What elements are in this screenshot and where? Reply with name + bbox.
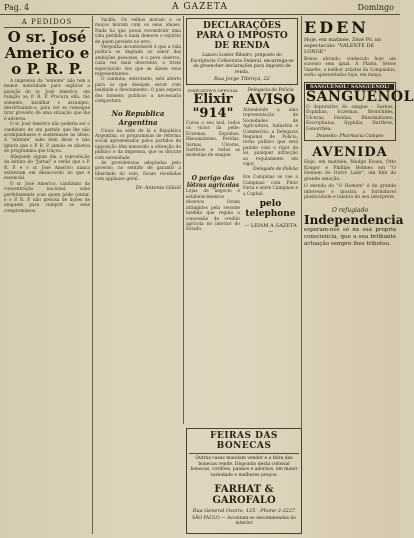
column-3 xyxy=(186,18,298,235)
aviso-heading: AVISO xyxy=(245,92,296,108)
a-pedidos-kicker: A PEDIDOS xyxy=(21,18,73,26)
jose-americo-headline: O sr. José Americo e o P. R. P. xyxy=(4,28,90,78)
feiras-bonecas-ad: FEIRAS DAS BONECAS Outras casas mandam vender e a feira das bonecas vende. Dispondo desta colossal bonecas, cordões, pannos e adornos, em maior variedade e melhores preços. FARHAT & GAROFALO Rua General Osorio, 125 - Phone 3-3227 SÃO PAULO — Acceitam-se encommendas do interior xyxy=(186,428,302,534)
article-body: A imprensa da "entente" não tem a menor autoridade para explicar a posição do sr. José Americo, em relação ao P. R. P. Procura ella, tão sómente, baralhar o assumpto, desvirtuando-o, para ver se consegue tirar proveito de uma situação que lhe é adversa. O sr. José Americo não poderia ser o candidato de um partido que lhe não acompanhasse e sustentasse as idéas. A "entente" sabe bem disso e não ignora que o P. R. P. jamais se afastou do programma que traçou. Alleguem algum dia a reprodução da leitura do "Jornal" e verão que o P. R. P. e o sr. José Americo nunca estiveram em desaccordo no que é essencial. O sr. José Americo, candidato da concentração nacional, sabe perfeitamente com quem póde contar, e o P. R. P. não precisa de lições de ninguem para cumprir os seus compromissos. xyxy=(4,79,90,214)
column-1 xyxy=(4,18,90,214)
elixir-ad: DISPOSITIVO OFFICIAL Elixir "914" Curas o seu mal, todos os vícios da pelle: Eczemas, Espinhas, Rheumatismo, Feridas, Sarnas, Ulceras, Darthros e todas as molestias do sangue. xyxy=(186,88,240,159)
sanguenol-title: SANGUENOL xyxy=(306,88,414,105)
imposto-renda-ad: DECLARAÇÕES PARA O IMPOSTO DE RENDA Lazaro Loster Ribeiro, preposto do Escriptorio Collectoria Federal, encarrega-se de preencher declarações para imposto de renda. Rua Jorge Tibiriçá, 22 xyxy=(186,18,298,85)
eden-heading: EDEN xyxy=(304,18,369,37)
masthead xyxy=(0,2,400,15)
signature: Dr. Antonio Gilioli xyxy=(135,184,181,191)
page-number: Pag. 4 xyxy=(4,3,30,12)
newspaper-title: A GAZETA xyxy=(172,2,228,12)
avenida-heading: AVENIDA xyxy=(312,145,388,161)
column-2: Vacillo. Os velhos moram e os moços moram com os seus ideaes. Nada ha que possa reconstruir uma vida perdida e nada demove o espirito de quem persiste no erro. Vergonha incontestavel é que a vida politica se degrada ao sabor das ambições pessoaes, e o povo observa, cada vez mais descrente, o triste espectaculo dos que se dizem seus representantes. O caminho, entretanto, está aberto para os que desejam servir com lealdade e devotamento. O paiz espera dos homens publicos a necessaria compostura. No Republica Argentina Unica na sede de lá a Republica Argentina, os programmas de reforma social apresentados pelos partidos de opposição têm merecido a attenção do publico e da imprensa, que os discute com serenidade. As providencias adoptadas pelo governo, no sentido de garantir a liberdade do voto, foram recebidas com applauso geral. Dr. Antonio Gilioli xyxy=(95,18,181,191)
masthead-day: Domingo xyxy=(357,3,394,12)
republica-argentina-heading: No Republica Argentina xyxy=(111,108,165,127)
notice-column: Delegacia de Policia AVISO Attendendo a uma representação de Sociedades de Agricultura, Industria e Commercio, a Delegacia Regional de Policia, torna publico que será punido com o rigor da lei, qualquer infracção ao regulamento em vigor. Delegado de Policia xyxy=(243,88,298,173)
column-4: EDEN Hoje, em matinée, Zézé Pó, no espectaculo: "VALENTE DE LONGE" Bonzo abrindo, conhecido hoje um sucesso sem igual. A Platéa, Séries Vanette, a melhor artistas da Companhia, serão apresentados hoje, em dança. SANGUENOL! SANGUENOL! SANGUENOL O depurativo do sangue - Sarnas, Espinhas, Eczemas, Bronchites, Ulceras, Feridas, Rheumatismo, Escrophulas, Syphilis, Darthros, Gonorrhéa. Deposito: Pharmacia Campos AVENIDA Hoje, em matinée, Madge Evans, Otto Kruger e Phillips Holmes em "O Homem do Outro Lado", um film de grande emoção. O enredo do "O Homem" é de grande interesse e mostra a formidavel plasticidade e talento do seu interprete. O refugiado Independencia esperam-nos só na sua propria consciencia, que a sua brilhante actuação sempre lhes tributou. xyxy=(304,18,414,247)
telephone-article: Em Campinas se vae a Campinas com Pinto Faria e entre Campinas e a Capital. pelo telephone — LEIAM A GAZETA — xyxy=(243,175,299,236)
independencia-heading: Independencia xyxy=(304,212,404,227)
loteria-article: O perigo das lôtras agricolas Lojas de negocio e estabelecimentos diversos foram attingidos pela recente medida que regula a concessão de credito agricola no interior do Estado. xyxy=(186,175,240,233)
continued-article: Vacillo. Os velhos moram e os moços moram com os seus ideaes. Nada ha que possa reconstruir uma vida perdida e nada demove o espirito de quem persiste no erro. Vergonha incontestavel é que a vida politica se degrada ao sabor das ambições pessoaes, e o povo observa, cada vez mais descrente, o triste espectaculo dos que se dizem seus representantes. O caminho, entretanto, está aberto para os que desejam servir com lealdade e devotamento. O paiz espera dos homens publicos a necessaria compostura. xyxy=(95,18,181,105)
sanguenol-ad: SANGUENOL! SANGUENOL! SANGUENOL O depurativo do sangue - Sarnas, Espinhas, Eczemas, Bronchites, Ulceras, Feridas, Rheumatismo, Escrophulas, Syphilis, Darthros, Gonorrhéa. Deposito: Pharmacia Campos xyxy=(306,83,414,140)
